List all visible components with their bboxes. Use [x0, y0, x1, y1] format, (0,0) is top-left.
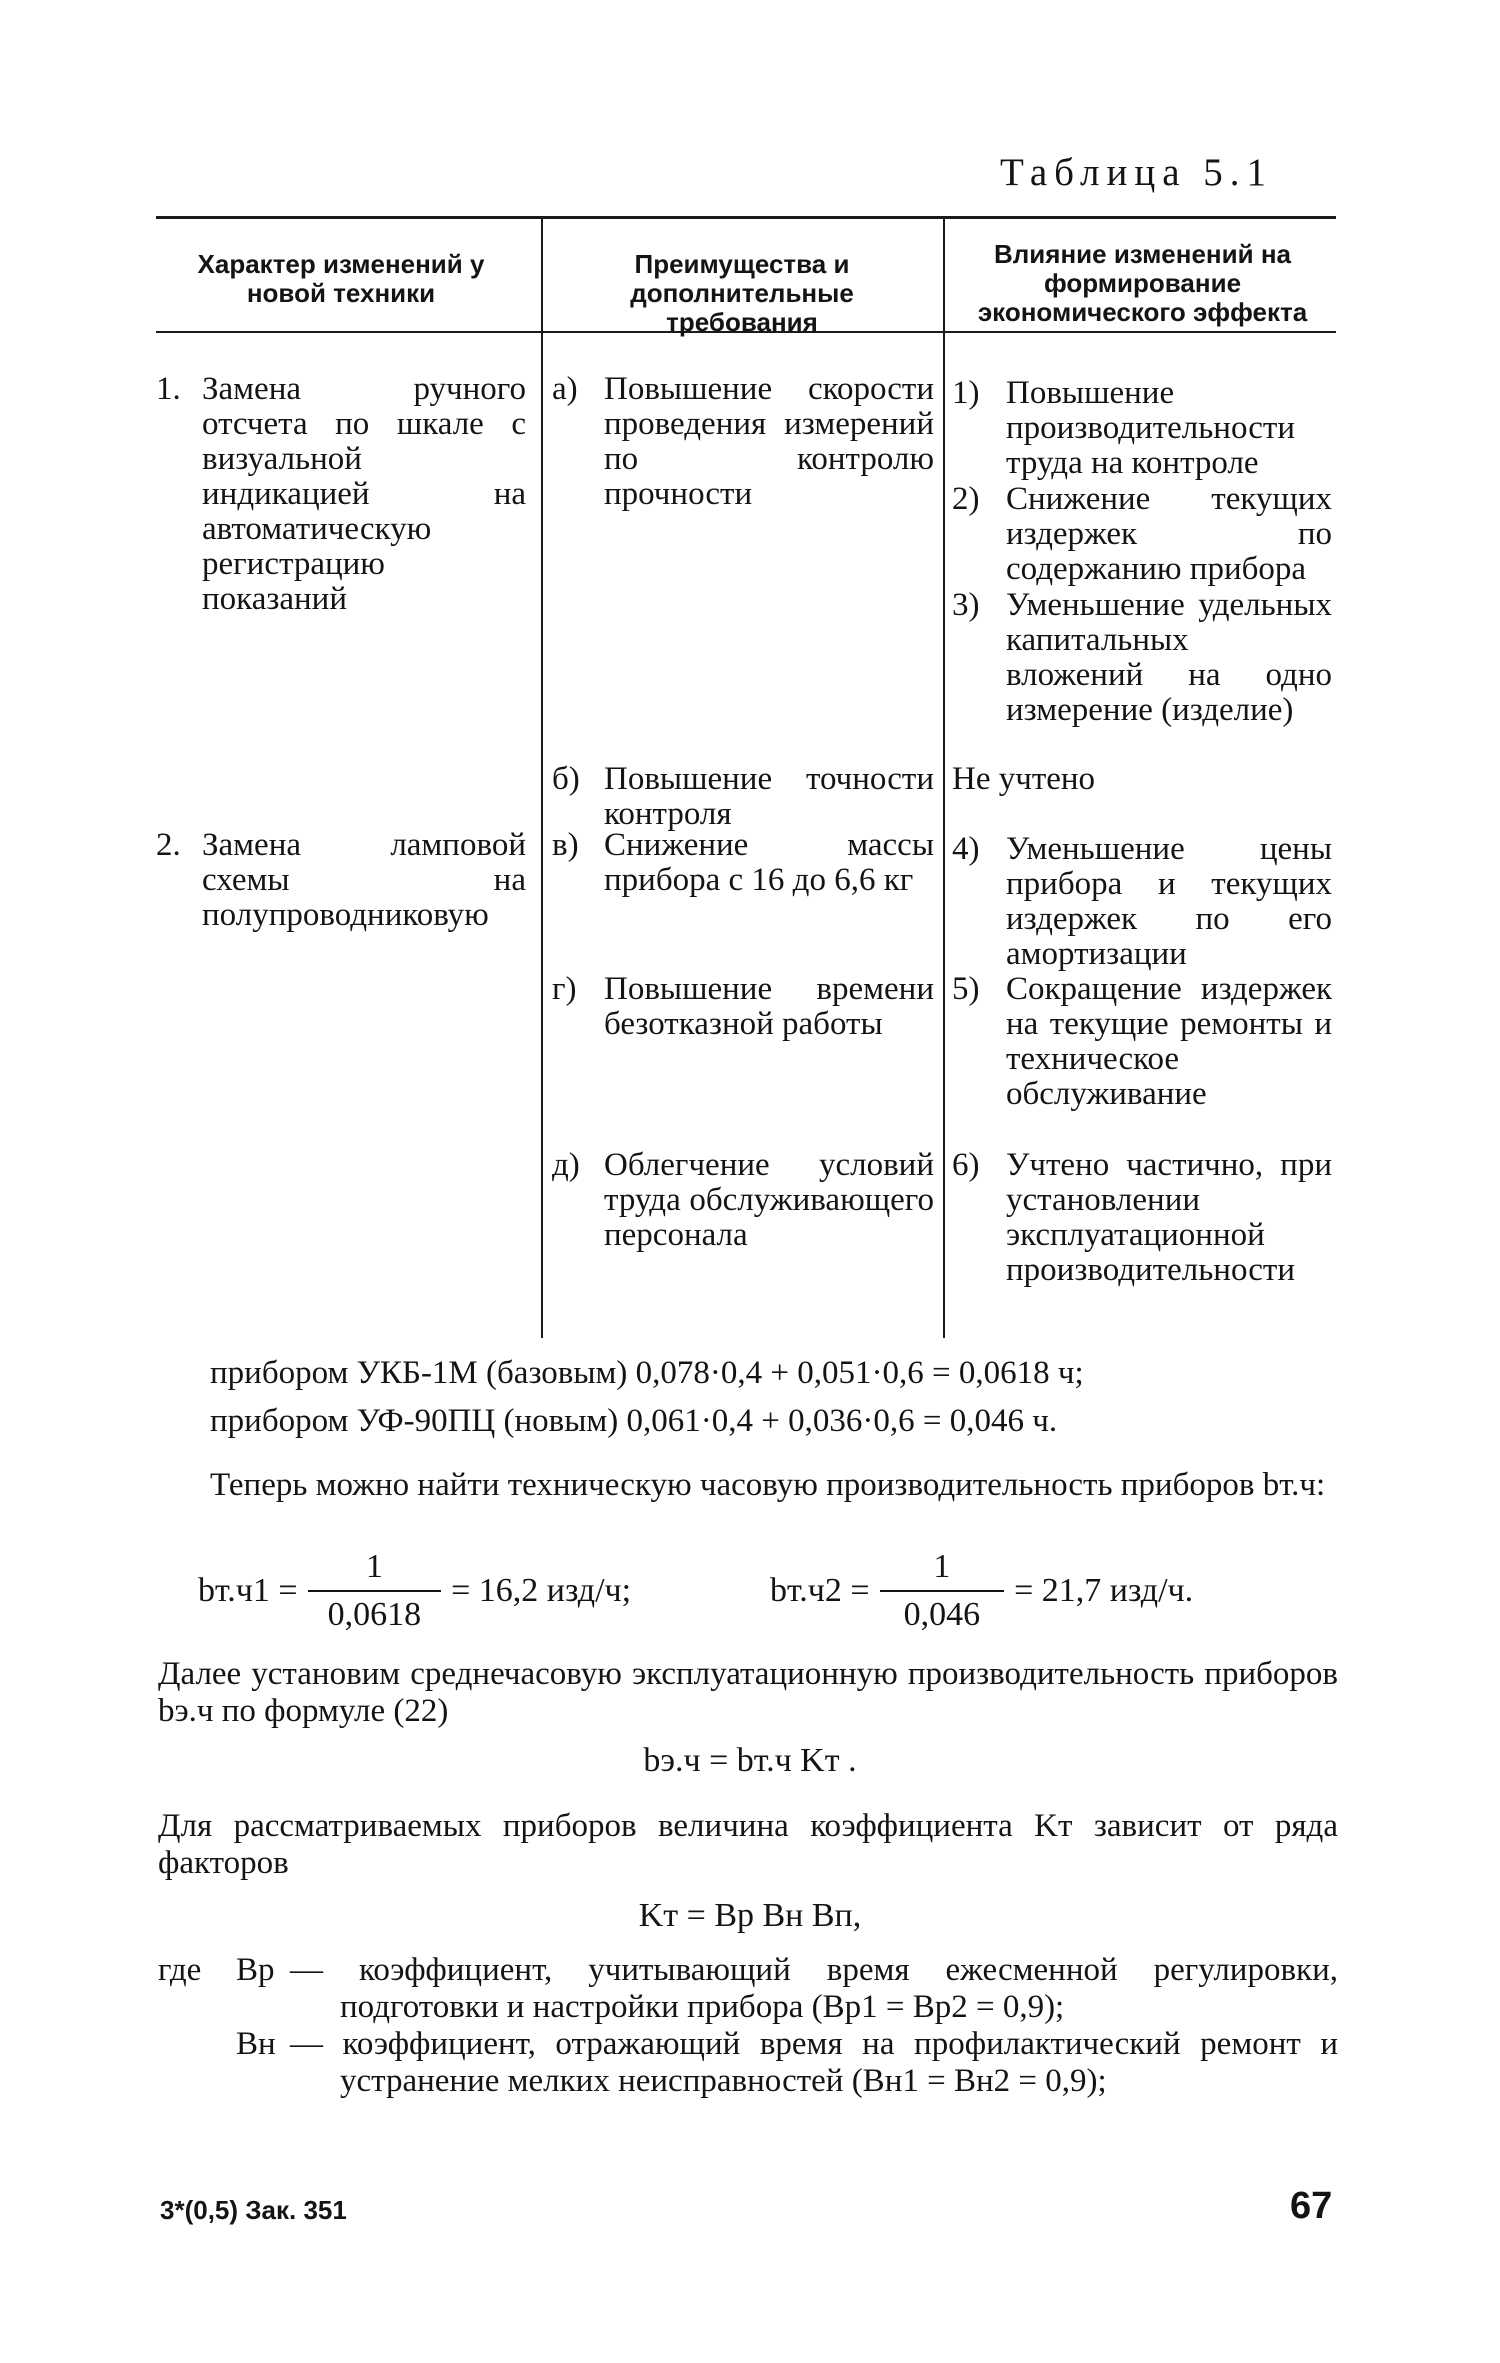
change-item-1: [156, 372, 526, 617]
effect-not-counted: Не учтено: [952, 761, 1096, 797]
header-col-2: Преимущества и дополнительные требования: [630, 249, 854, 337]
formula-1-fraction-bar: [308, 1590, 442, 1592]
formula-1-numerator: 1: [365, 1548, 383, 1585]
effect-2-text: Снижение текущих издержек по содержанию прибора: [1006, 481, 1332, 587]
formula-productivity-1: [198, 1548, 631, 1634]
effect-3: [952, 588, 1332, 728]
advantage-d: [552, 1148, 934, 1253]
advantage-a: [552, 372, 934, 512]
advantage-g-text: Повышение времени безотказной работы: [604, 971, 934, 1042]
advantage-g-mark: г): [552, 971, 577, 1007]
effect-1-text: Повышение производительности труда на контроле: [1006, 375, 1296, 481]
advantage-v-text: Снижение массы прибора с 16 до 6,6 кг: [604, 827, 934, 898]
formula-2-numerator: 1: [933, 1548, 951, 1585]
effect-6: [952, 1148, 1332, 1288]
effect-1: [952, 376, 1332, 481]
change-item-2-number: 2.: [156, 827, 181, 863]
effect-2-mark: 2): [952, 481, 980, 517]
effect-6-mark: 6): [952, 1147, 980, 1183]
paragraph-coefficient: Для рассматриваемых приборов величина коэффициента Kт зависит от ряда факторов: [158, 1808, 1338, 1881]
formula-2-fraction: [880, 1548, 1005, 1634]
paragraph-technical-productivity: Теперь можно найти техническую часовую производительность приборов bт.ч:: [210, 1467, 1326, 1503]
print-info: 3*(0,5) Зак. 351: [160, 2195, 347, 2225]
formula-2-lhs: bт.ч2 =: [770, 1572, 870, 1609]
formula-1-rhs: = 16,2 изд/ч;: [451, 1572, 632, 1609]
formula-1-denominator: 0,0618: [327, 1596, 422, 1633]
table-caption: Таблица 5.1: [1000, 151, 1274, 194]
change-item-2: [156, 828, 526, 933]
paragraph-operational-productivity: Далее установим среднечасовую эксплуатационную производительность приборов bэ.ч по формуле (22): [158, 1656, 1338, 1729]
advantage-v-mark: в): [552, 827, 579, 863]
formula-2-fraction-bar: [880, 1590, 1005, 1592]
advantage-b: [552, 762, 934, 832]
advantage-d-mark: д): [552, 1147, 580, 1183]
definition-1-text: — коэффициент, учитывающий время ежесменной регулировки, подготовки и настройки прибора (Вр1 = Вр2 = 0,9);: [290, 1952, 1338, 2025]
column-divider-1: [541, 219, 543, 1338]
advantage-v: [552, 828, 934, 898]
calc-line-ukb: прибором УКБ-1М (базовым) 0,078·0,4 + 0,051·0,6 = 0,0618 ч;: [210, 1355, 1084, 1391]
formula-coefficient-k: Kт = Вр Вн Вп,: [638, 1897, 862, 1934]
effect-4-mark: 4): [952, 831, 980, 867]
change-item-2-text: Замена ламповой схемы на полупроводниковую: [202, 827, 526, 933]
effect-3-text: Уменьшение удельных капитальных вложений на одно измерение (изделие): [1006, 587, 1332, 728]
formula-productivity-2: [770, 1548, 1193, 1634]
effect-4-text: Уменьшение цены прибора и текущих издержек по его амортизации: [1006, 831, 1332, 972]
effect-6-text: Учтено частично, при установлении эксплуатационной производительности: [1006, 1147, 1332, 1288]
page-number: 67: [1290, 2185, 1333, 2227]
table-top-rule: [156, 216, 1336, 219]
formula-2-denominator: 0,046: [903, 1596, 981, 1633]
formula-1-fraction: [308, 1548, 442, 1634]
definition-2-text: — коэффициент, отражающий время на профилактический ремонт и устранение мелких неисправностей (Вн1 = Вн2 = 0,9);: [290, 2026, 1338, 2099]
advantage-b-text: Повышение точности контроля: [604, 761, 934, 832]
column-divider-2: [943, 219, 945, 1338]
advantage-a-text: Повышение скорости проведения измерений по контролю прочности: [604, 371, 934, 512]
effect-5-mark: 5): [952, 971, 980, 1007]
effect-1-mark: 1): [952, 375, 980, 411]
calc-line-uf: прибором УФ-90ПЦ (новым) 0,061·0,4 + 0,036·0,6 = 0,046 ч.: [210, 1403, 1058, 1439]
advantage-g: [552, 972, 934, 1042]
effect-4: [952, 832, 1332, 972]
effect-3-mark: 3): [952, 587, 980, 623]
change-item-1-number: 1.: [156, 371, 181, 407]
formula-operational-productivity: bэ.ч = bт.ч Kт .: [643, 1742, 857, 1779]
header-col-1: Характер изменений у новой техники: [197, 249, 485, 308]
effect-2: [952, 482, 1332, 587]
change-item-1-text: Замена ручного отсчета по шкале с визуальной индикацией на автоматическую регистрацию показаний: [202, 371, 526, 617]
advantage-d-text: Облегчение условий труда обслуживающего персонала: [604, 1147, 934, 1253]
advantage-a-mark: а): [552, 371, 578, 407]
advantage-b-mark: б): [552, 761, 580, 797]
effect-5-text: Сокращение издержек на текущие ремонты и техническое обслуживание: [1006, 971, 1332, 1112]
definition-1-symbol: Вр: [236, 1952, 275, 1988]
header-col-3: Влияние изменений на формирование экономического эффекта: [977, 239, 1308, 327]
definition-2-symbol: Вн: [236, 2026, 276, 2062]
definition-where: где: [158, 1952, 202, 1988]
effect-5: [952, 972, 1332, 1112]
formula-1-lhs: bт.ч1 =: [198, 1572, 298, 1609]
formula-2-rhs: = 21,7 изд/ч.: [1014, 1572, 1194, 1609]
